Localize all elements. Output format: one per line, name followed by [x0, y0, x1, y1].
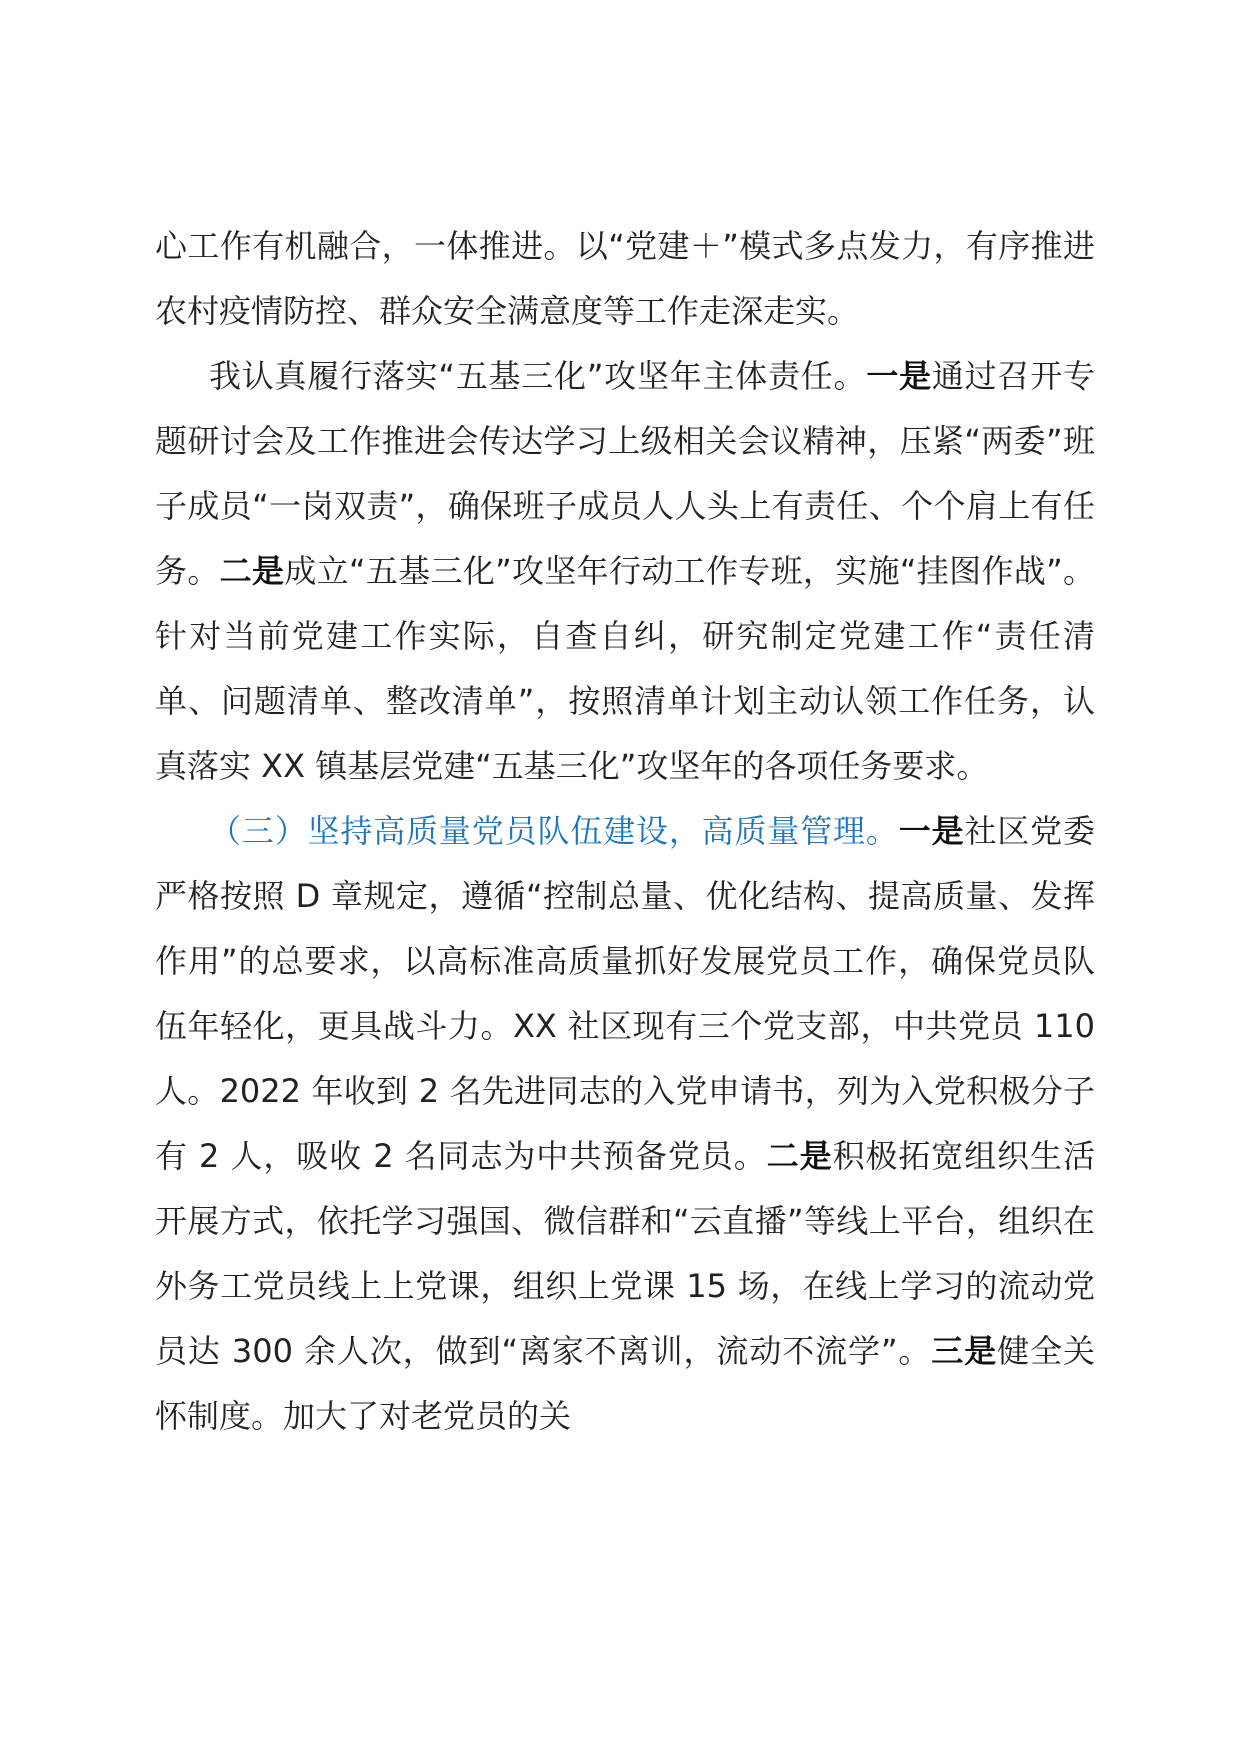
- text-segment: 通过召开专题研讨会及工作推进会传达学习上级相关会议精神，压紧“两委”班子成员“一岗双责”，确保班子成员人人头上有责任、个个肩上有任务。: [155, 357, 1095, 590]
- bold-marker-second: 二是: [766, 1137, 833, 1175]
- text-segment: 积极拓宽组织生活开展方式，依托学习强国、微信群和“云直播”等线上平台，组织在外务工党员线上上党课，组织上党课 15 场，在线上学习的流动党员达 300 余人次，做到“离家不离训，流动不流学”。: [155, 1137, 1095, 1370]
- paragraph-section-three: [155, 799, 1095, 1449]
- paragraph-responsibility: [155, 344, 1095, 799]
- section-heading: （三）坚持高质量党员队伍建设，高质量管理。: [209, 812, 899, 850]
- text-segment: 成立“五基三化”攻坚年行动工作专班，实施“挂图作战”。针对当前党建工作实际，自查自纠，研究制定党建工作“责任清单、问题清单、整改清单”，按照清单计划主动认领工作任务，认真落实 XX 镇基层党建“五基三化”攻坚年的各项任务要求。: [155, 552, 1095, 785]
- bold-marker-second: 二是: [219, 552, 285, 590]
- bold-marker-first: 一是: [898, 812, 965, 850]
- text-segment: 心工作有机融合，一体推进。以“党建＋”模式多点发力，有序推进农村疫情防控、群众安全满意度等工作走深走实。: [155, 227, 1095, 330]
- bold-marker-third: 三是: [931, 1332, 998, 1370]
- text-segment: 社区党委严格按照 D 章规定，遵循“控制总量、优化结构、提高质量、发挥作用”的总要求，以高标准高质量抓好发展党员工作，确保党员队伍年轻化，更具战斗力。XX 社区现有三个党支部，中共党员 110 人。2022 年收到 2 名先进同志的入党申请书，列为入党积极分子有 2 人，吸收 2 名同志为中共预备党员。: [155, 812, 1095, 1175]
- bold-marker-first: 一是: [866, 357, 932, 395]
- text-segment: 我认真履行落实“五基三化”攻坚年主体责任。: [209, 357, 867, 395]
- text-segment: 健全关怀制度。加大了对老党员的关: [155, 1332, 1095, 1435]
- document-body: [155, 214, 1095, 1449]
- paragraph-continuation: [155, 214, 1095, 344]
